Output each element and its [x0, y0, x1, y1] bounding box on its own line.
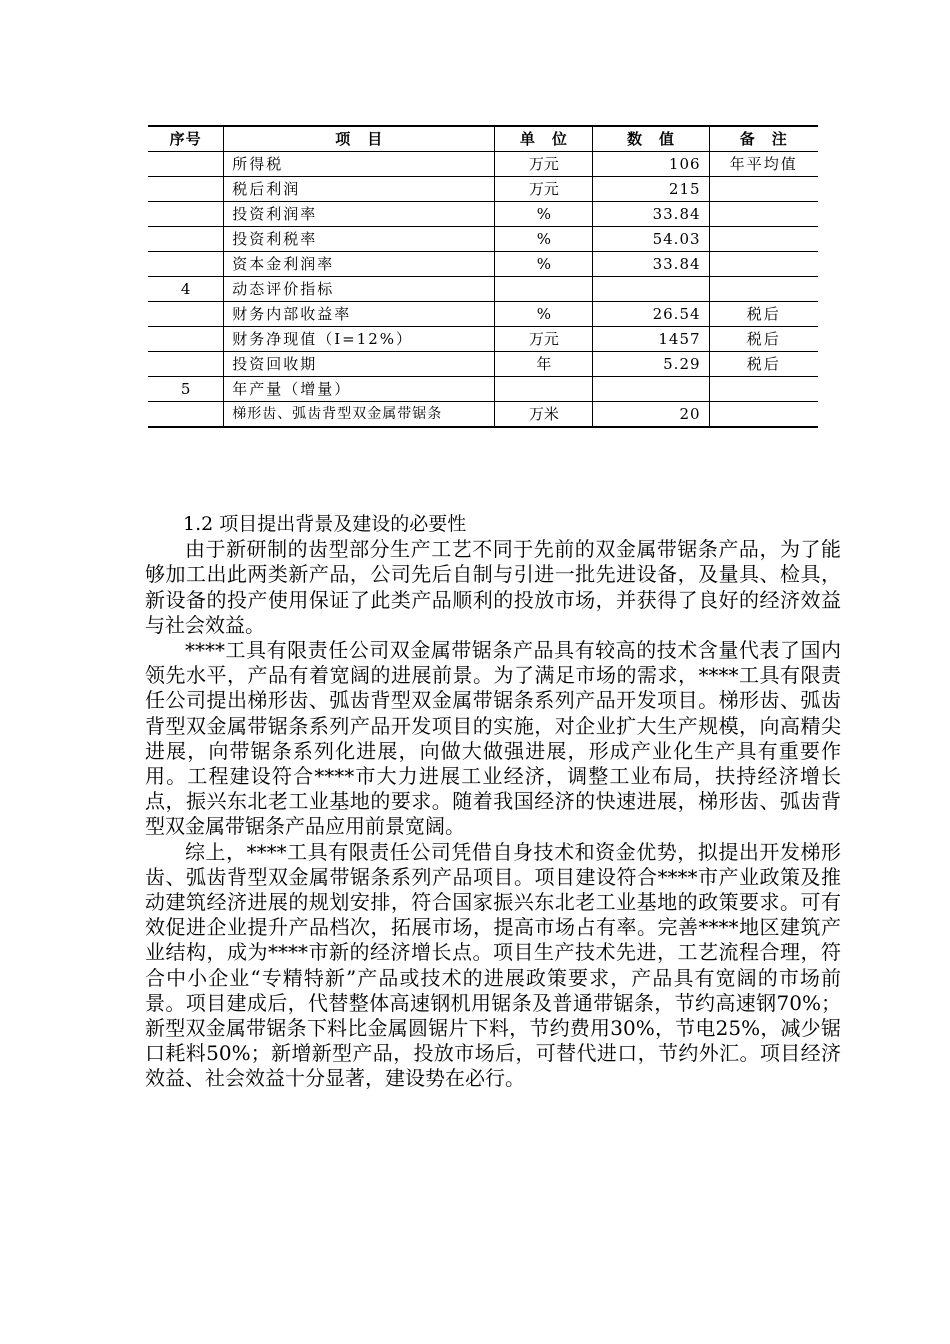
- cell-no: [148, 352, 224, 377]
- cell-value: 215: [593, 177, 709, 202]
- header-unit: 单 位: [495, 126, 593, 152]
- section-heading: 1.2 项目提出背景及建设的必要性: [183, 513, 467, 535]
- cell-item: 年产量（增量）: [224, 377, 495, 402]
- cell-value: 20: [593, 402, 709, 428]
- cell-unit: %: [495, 202, 593, 227]
- header-value: 数 值: [593, 126, 709, 152]
- header-no: 序号: [148, 126, 224, 152]
- cell-item: 投资利税率: [224, 227, 495, 252]
- cell-note: 税后: [709, 352, 818, 377]
- table-row: [148, 302, 818, 327]
- cell-unit: %: [495, 227, 593, 252]
- cell-item: 投资利润率: [224, 202, 495, 227]
- cell-item: 投资回收期: [224, 352, 495, 377]
- cell-note: [709, 252, 818, 277]
- header-item: 项 目: [224, 126, 495, 152]
- table-header-row: [148, 126, 818, 152]
- cell-unit: [495, 377, 593, 402]
- table-row: [148, 152, 818, 177]
- section-body: [145, 512, 841, 1092]
- cell-no: [148, 252, 224, 277]
- cell-note: [709, 402, 818, 428]
- cell-unit: %: [495, 252, 593, 277]
- cell-item: 资本金利润率: [224, 252, 495, 277]
- table-row: [148, 202, 818, 227]
- cell-no: [148, 177, 224, 202]
- cell-unit: 年: [495, 352, 593, 377]
- cell-note: 税后: [709, 302, 818, 327]
- cell-unit: 万米: [495, 402, 593, 428]
- cell-note: [709, 202, 818, 227]
- cell-note: [709, 277, 818, 302]
- table-row: [148, 377, 818, 402]
- cell-item: 财务净现值（I=12%）: [224, 327, 495, 352]
- cell-note: 税后: [709, 327, 818, 352]
- header-note: 备 注: [709, 126, 818, 152]
- cell-value: 33.84: [593, 202, 709, 227]
- cell-value: [593, 377, 709, 402]
- cell-no: 5: [148, 377, 224, 402]
- cell-no: [148, 327, 224, 352]
- cell-note: 年平均值: [709, 152, 818, 177]
- cell-value: 1457: [593, 327, 709, 352]
- paragraph: 综上，****工具有限责任公司凭借自身技术和资金优势，拟提出开发梯形齿、弧齿背型双金属带锯条系列产品项目。项目建设符合****市产业政策及推动建筑经济进展的规划安排，符合国家振兴东北老工业基地的政策要求。可有效促进企业提升产品档次，拓展市场，提高市场占有率。完善****地区建筑产业结构，成为****市新的经济增长点。项目生产技术先进，工艺流程合理，符合中小企业“专精特新”产品或技术的进展政策要求，产品具有宽阔的市场前景。项目建成后，代替整体高速钢机用锯条及普通带锯条，节约高速钢70%；新型双金属带锯条下料比金属圆锯片下料，节约费用30%，节电25%，减少锯口耗料50%；新增新型产品，投放市场后，可替代进口，节约外汇。项目经济效益、社会效益十分显著，建设势在必行。: [145, 839, 841, 1091]
- table-row: [148, 277, 818, 302]
- cell-item: 所得税: [224, 152, 495, 177]
- paragraph: ****工具有限责任公司双金属带锯条产品具有较高的技术含量代表了国内领先水平，产品有着宽阔的进展前景。为了满足市场的需求，****工具有限责任公司提出梯形齿、弧齿背型双金属带锯条系列产品开发项目。梯形齿、弧齿背型双金属带锯条系列产品开发项目的实施，对企业扩大生产规模，向高精尖进展，向带锯条系列化进展，向做大做强进展，形成产业化生产具有重要作用。工程建设符合****市大力进展工业经济，调整工业布局，扶持经济增长点，振兴东北老工业基地的要求。随着我国经济的快速进展，梯形齿、弧齿背型双金属带锯条产品应用前景宽阔。: [145, 638, 841, 839]
- cell-item: 动态评价指标: [224, 277, 495, 302]
- cell-no: [148, 302, 224, 327]
- table-row: [148, 252, 818, 277]
- cell-value: 5.29: [593, 352, 709, 377]
- cell-unit: 万元: [495, 152, 593, 177]
- cell-value: 54.03: [593, 227, 709, 252]
- cell-no: [148, 227, 224, 252]
- cell-value: [593, 277, 709, 302]
- cell-note: [709, 177, 818, 202]
- cell-item: 梯形齿、弧齿背型双金属带锯条: [224, 402, 495, 428]
- paragraph: 由于新研制的齿型部分生产工艺不同于先前的双金属带锯条产品，为了能够加工出此两类新产品，公司先后自制与引进一批先进设备，及量具、检具，新设备的投产使用保证了此类产品顺利的投放市场，并获得了良好的经济效益与社会效益。: [145, 537, 841, 637]
- cell-unit: 万元: [495, 177, 593, 202]
- cell-no: 4: [148, 277, 224, 302]
- cell-unit: [495, 277, 593, 302]
- cell-item: 税后利润: [224, 177, 495, 202]
- cell-unit: 万元: [495, 327, 593, 352]
- indicator-table: [148, 125, 818, 428]
- table-row: [148, 227, 818, 252]
- cell-no: [148, 202, 224, 227]
- cell-value: 106: [593, 152, 709, 177]
- cell-item: 财务内部收益率: [224, 302, 495, 327]
- cell-value: 26.54: [593, 302, 709, 327]
- table-row: [148, 402, 818, 428]
- cell-unit: %: [495, 302, 593, 327]
- cell-no: [148, 152, 224, 177]
- cell-value: 33.84: [593, 252, 709, 277]
- cell-note: [709, 227, 818, 252]
- table-row: [148, 327, 818, 352]
- cell-note: [709, 377, 818, 402]
- cell-no: [148, 402, 224, 428]
- table-row: [148, 177, 818, 202]
- table-row: [148, 352, 818, 377]
